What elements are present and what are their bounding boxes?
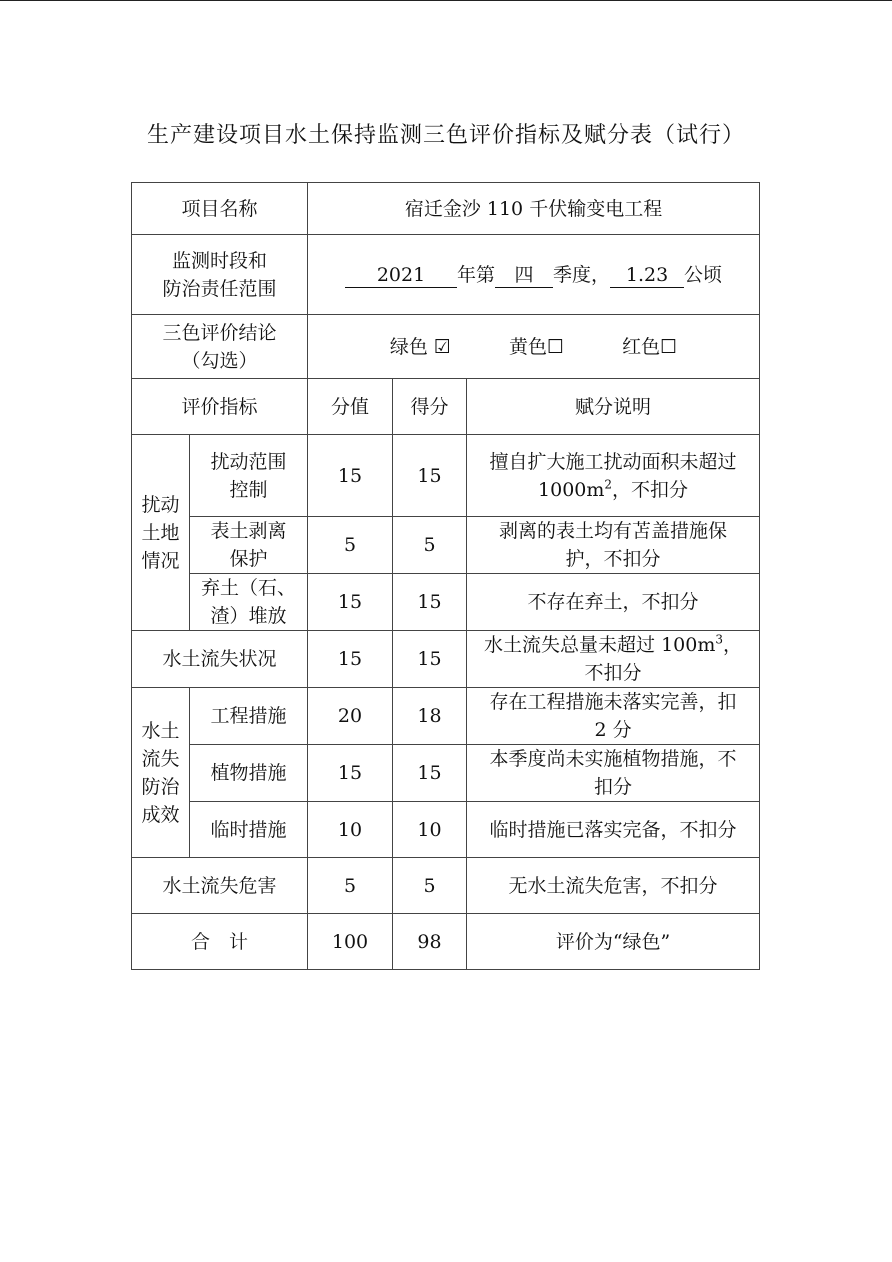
period-label: 监测时段和 防治责任范围 [132, 235, 308, 315]
option-red[interactable]: 红色☐ [622, 335, 678, 358]
score-value: 15 [308, 745, 393, 802]
quarter-field: 四 [495, 263, 553, 288]
group-disturbance-label: 扰动 土地 情况 [132, 435, 190, 631]
table-row [132, 574, 760, 631]
score-value: 20 [308, 688, 393, 745]
score-value: 10 [308, 802, 393, 858]
header-got: 得分 [393, 379, 467, 435]
page-title: 生产建设项目水土保持监测三色评价指标及赋分表（试行） [146, 123, 745, 148]
conclusion-label: 三色评价结论 （勾选） [132, 315, 308, 379]
score-description: 擅自扩大施工扰动面积未超过 $1000m^2$，不扣分 [467, 435, 760, 517]
table-row [132, 858, 760, 914]
indicator-name: 扰动范围 控制 [190, 435, 308, 517]
got-value: 15 [393, 574, 467, 631]
got-value: 5 [393, 858, 467, 914]
score-description: 不存在弃土，不扣分 [467, 574, 760, 631]
header-explain: 赋分说明 [467, 379, 760, 435]
score-value: 5 [308, 517, 393, 574]
period-row [132, 235, 760, 315]
indicator-name: 临时措施 [190, 802, 308, 858]
got-value: 15 [393, 631, 467, 688]
project-row [132, 183, 760, 235]
group-prevention-label: 水土 流失 防治 成效 [132, 688, 190, 858]
total-got: 98 [393, 914, 467, 970]
total-description: 评价为“绿色” [467, 914, 760, 970]
score-value: 15 [308, 631, 393, 688]
score-description: 无水土流失危害，不扣分 [467, 858, 760, 914]
got-value: 5 [393, 517, 467, 574]
total-label: 合 计 [132, 914, 308, 970]
header-indicator: 评价指标 [132, 379, 308, 435]
table-row [132, 688, 760, 745]
indicator-name: 弃土（石、 渣）堆放 [190, 574, 308, 631]
score-value: 15 [308, 574, 393, 631]
score-description: 本季度尚未实施植物措施，不 扣分 [467, 745, 760, 802]
got-value: 15 [393, 435, 467, 517]
conclusion-row [132, 315, 760, 379]
option-yellow[interactable]: 黄色☐ [509, 335, 565, 358]
score-description: 水土流失总量未超过 $100m^3$， 不扣分 [467, 631, 760, 688]
header-score: 分值 [308, 379, 393, 435]
header-row [132, 379, 760, 435]
got-value: 18 [393, 688, 467, 745]
got-value: 15 [393, 745, 467, 802]
project-name: 宿迁金沙 110 千伏输变电工程 [308, 183, 760, 235]
indicator-name: 水土流失状况 [132, 631, 308, 688]
table-row [132, 745, 760, 802]
yellow-checkbox[interactable]: ☐ [547, 335, 565, 358]
score-description: 存在工程措施未落实完善，扣 2 分 [467, 688, 760, 745]
score-value: 5 [308, 858, 393, 914]
table-row [132, 631, 760, 688]
indicator-name: 工程措施 [190, 688, 308, 745]
table-row [132, 517, 760, 574]
indicator-name: 表土剥离 保护 [190, 517, 308, 574]
green-checked-checkbox[interactable]: ☑ [433, 335, 451, 358]
project-label: 项目名称 [132, 183, 308, 235]
got-value: 10 [393, 802, 467, 858]
score-value: 15 [308, 435, 393, 517]
page-top-border [0, 0, 892, 1]
indicator-name: 水土流失危害 [132, 858, 308, 914]
score-description: 剥离的表土均有苫盖措施保 护，不扣分 [467, 517, 760, 574]
quarter-suffix: 季度， [553, 263, 611, 286]
option-green[interactable]: 绿色 ☑ [389, 335, 451, 358]
score-description: 临时措施已落实完备，不扣分 [467, 802, 760, 858]
year-suffix: 年第 [457, 263, 496, 286]
table-row [132, 435, 760, 517]
period-value [308, 235, 760, 315]
total-score: 100 [308, 914, 393, 970]
area-field: 1.23 [610, 263, 684, 288]
total-row [132, 914, 760, 970]
table-row [132, 802, 760, 858]
red-checkbox[interactable]: ☐ [660, 335, 678, 358]
area-unit: 公顷 [684, 263, 723, 286]
year-field: 2021 [345, 263, 457, 288]
evaluation-table [131, 182, 760, 970]
indicator-name: 植物措施 [190, 745, 308, 802]
conclusion-options [308, 315, 760, 379]
